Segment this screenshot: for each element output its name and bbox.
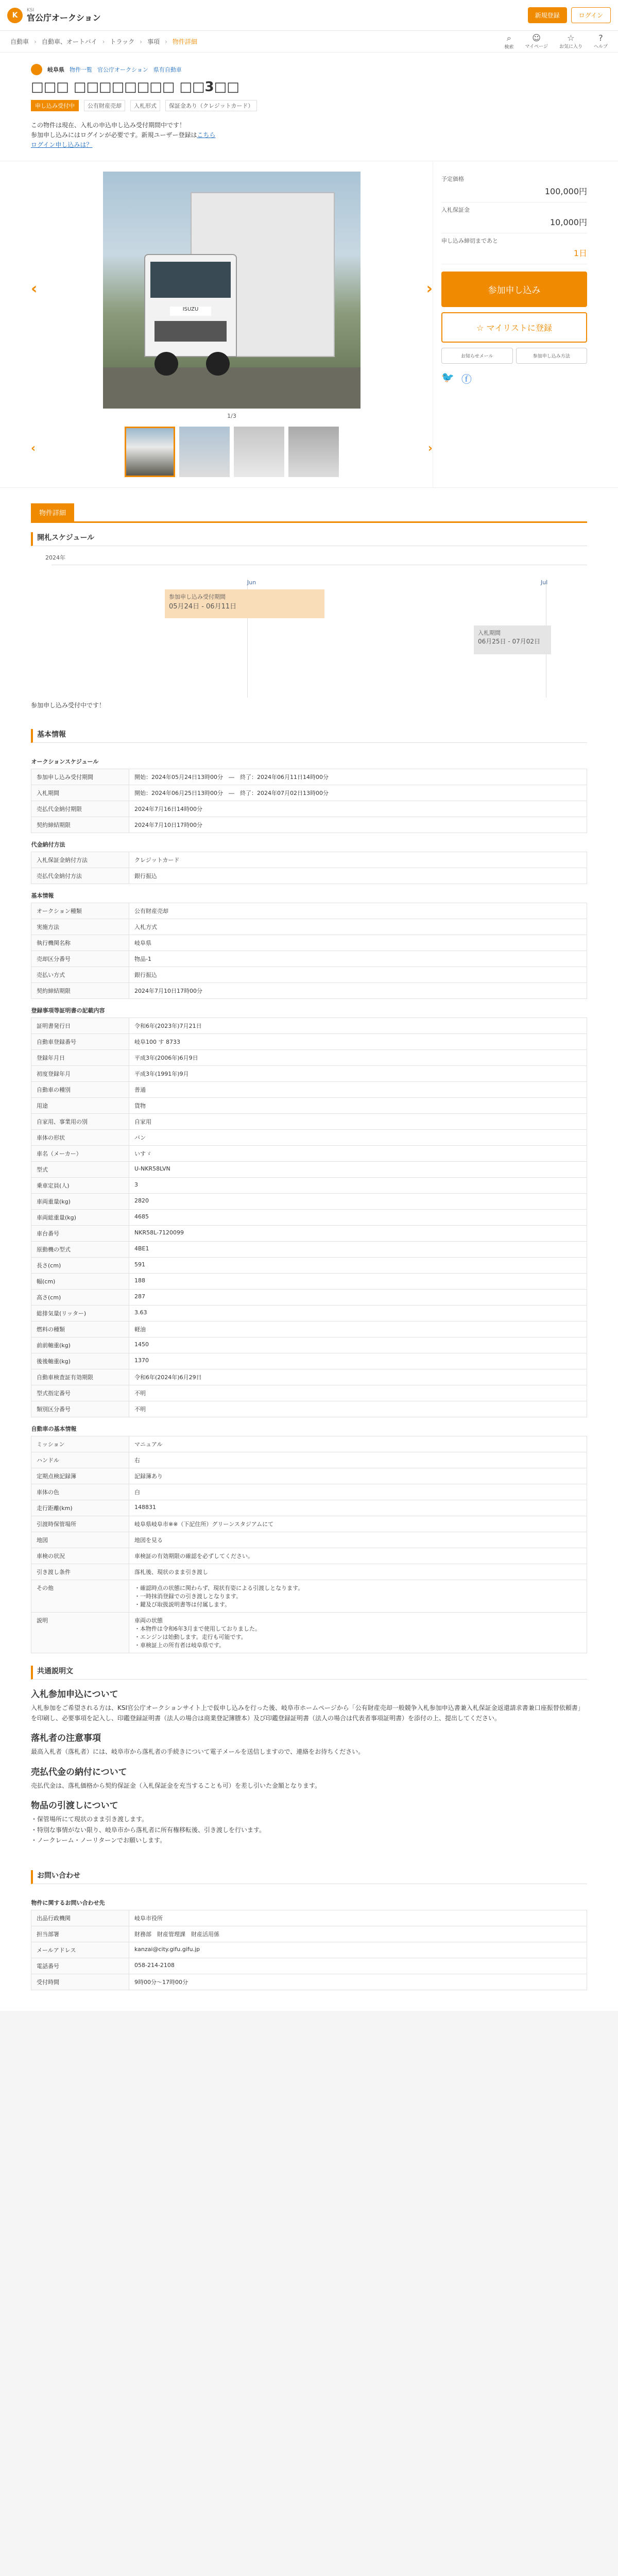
row-label: 執行機関名称: [31, 935, 129, 951]
row-label: 証明書発行日: [31, 1018, 129, 1033]
row-label: 幅(cm): [31, 1273, 129, 1289]
table-row: [31, 1161, 587, 1177]
table-row: [31, 1532, 587, 1548]
row-value: 軽油: [129, 1321, 587, 1337]
main-photo[interactable]: [103, 172, 360, 409]
table-row: [31, 1369, 587, 1385]
price-panel: 予定価格 100,000円 入札保証金 10,000円 申し込み締切まであと 1日 参加申し込み ☆ マイリストに登録 お知らせメール 参加申し込み方法 🐦 ⓕ: [433, 161, 587, 487]
common-heading: 落札者の注意事項: [31, 1733, 101, 1744]
table-group-heading: 基本情報: [31, 884, 587, 903]
row-label: 型式: [31, 1161, 129, 1177]
row-label: 受付時間: [31, 1974, 129, 1990]
row-value: U-NKR58LVN: [129, 1161, 587, 1177]
owner-logo-icon: [31, 64, 42, 75]
row-value: 普通: [129, 1081, 587, 1097]
row-value: 1370: [129, 1353, 587, 1369]
row-value: 岐阜県岐阜市※※（下記住所）グリーンスタジアムにて: [129, 1516, 587, 1532]
row-value: 不明: [129, 1401, 587, 1417]
logo-icon: K: [7, 8, 23, 23]
row-label: 自家用、事業用の別: [31, 1113, 129, 1129]
section-heading: 共通説明文: [31, 1666, 587, 1680]
table-row: [31, 852, 587, 868]
question-icon: ?: [598, 33, 603, 43]
table-row: [31, 817, 587, 833]
schedule-bar-bidding: 入札期間 06月25日 - 07月02日: [474, 625, 551, 654]
table-row: [31, 982, 587, 998]
row-value: 貨物: [129, 1097, 587, 1113]
row-label: 型式指定番号: [31, 1385, 129, 1401]
section-heading: 基本情報: [31, 729, 587, 743]
row-value: 平成3年(2006年)6月9日: [129, 1049, 587, 1065]
row-label: 実施方法: [31, 919, 129, 935]
table-row: [31, 1452, 587, 1468]
table-row: [31, 1516, 587, 1532]
table-row: [31, 1436, 587, 1452]
row-label: 売却区分番号: [31, 951, 129, 967]
row-label: 原動機の型式: [31, 1241, 129, 1257]
table-row: [31, 951, 587, 967]
table-row: [31, 1129, 587, 1145]
section-heading: お問い合わせ: [31, 1870, 587, 1884]
row-value: 平成3年(1991年)9月: [129, 1065, 587, 1081]
row-label: 定期点検記録簿: [31, 1468, 129, 1484]
row-value: 287: [129, 1289, 587, 1305]
brand-small: KSI: [27, 7, 35, 13]
row-value[interactable]: kanzai@city.gifu.gifu.jp: [129, 1942, 587, 1958]
row-label: ミッション: [31, 1436, 129, 1452]
notice: この物件は現在、入札の申込申し込み受付期間中です！ 参加申し込みにはログインが必要です。新規ユーザー登録はこちら ログイン申し込みは？: [31, 122, 216, 149]
table-row: [31, 1113, 587, 1129]
common-heading: 入札参加申込について: [31, 1689, 118, 1700]
row-value: 058-214-2108: [129, 1958, 587, 1974]
favorite-icon-button[interactable]: ☆ お気に入り: [559, 33, 582, 49]
row-value: NKR58L-7120099: [129, 1225, 587, 1241]
table-row: [31, 1193, 587, 1209]
schedule-note: 参加申し込み受付中です！: [31, 701, 106, 709]
table-row: [31, 967, 587, 982]
table-row: [31, 903, 587, 919]
mypage-icon-button[interactable]: ☺ マイページ: [525, 33, 548, 49]
row-label: 担当部署: [31, 1926, 129, 1942]
row-label: 入札保証金納付方法: [31, 852, 129, 868]
row-label: 自動車登録番号: [31, 1033, 129, 1049]
twitter-icon[interactable]: 🐦: [441, 370, 454, 383]
row-label: 車両総重量(kg): [31, 1209, 129, 1225]
sub-link[interactable]: 官公庁オークション: [97, 66, 148, 73]
basic-info-table: [31, 750, 587, 1653]
row-label: 高さ(cm): [31, 1289, 129, 1305]
row-value: ・確認時点の状態に関わらず、現状有姿による引渡しとなります。 ・一時抹消登録での引き渡しとなります。 ・鍵及び取扱説明書等は付属します。: [129, 1580, 587, 1612]
row-label: 燃料の種類: [31, 1321, 129, 1337]
section-heading: 開札スケジュール: [31, 532, 587, 546]
table-group-heading: 物件に関するお問い合わせ先: [31, 1891, 587, 1910]
row-value: 4BE1: [129, 1241, 587, 1257]
row-value: 4685: [129, 1209, 587, 1225]
days-left: 1日: [573, 248, 587, 258]
login-button[interactable]: ログイン: [571, 7, 611, 23]
new-register-button[interactable]: 新規登録: [528, 7, 567, 23]
help-icon-button[interactable]: ? ヘルプ: [593, 33, 608, 49]
row-label: 説明: [31, 1612, 129, 1653]
row-value: 591: [129, 1257, 587, 1273]
table-group-heading: 代金納付方法: [31, 833, 587, 852]
tag: 公有財産売却: [84, 100, 125, 111]
page-title: □□□ □□□□□□□□ □□3□□: [31, 79, 239, 95]
thumbnail[interactable]: [234, 427, 284, 477]
sub-link[interactable]: 物件一覧: [70, 66, 92, 73]
thumb-next-icon[interactable]: ›: [427, 442, 433, 455]
deposit: 10,000円: [550, 217, 587, 227]
row-label: 登録年月日: [31, 1049, 129, 1065]
row-value: 財務部 財産管理課 財産活用係: [129, 1926, 587, 1942]
thumb-prev-icon[interactable]: ‹: [31, 442, 36, 455]
apply-button[interactable]: 参加申し込み: [441, 272, 587, 307]
month-label: Jul: [541, 579, 548, 586]
mail-notify-button[interactable]: お知らせメール: [441, 348, 513, 364]
row-value: いすゞ: [129, 1145, 587, 1161]
contact-section: [0, 1858, 618, 2011]
table-row: [31, 919, 587, 935]
row-label: 自動車の種別: [31, 1081, 129, 1097]
row-value: 不明: [129, 1385, 587, 1401]
sub-link[interactable]: 県有自動車: [153, 66, 182, 73]
table-row: [31, 1484, 587, 1500]
table-row: [31, 1910, 587, 1926]
schedule-year: 2024年: [45, 554, 65, 561]
tag: 入札形式: [130, 100, 160, 111]
content: [0, 53, 618, 2011]
row-label: その他: [31, 1580, 129, 1612]
thumbnail[interactable]: [125, 427, 175, 477]
table-row: [31, 1401, 587, 1417]
star-icon: ☆: [567, 33, 575, 43]
row-value: 2820: [129, 1193, 587, 1209]
row-value: 3: [129, 1177, 587, 1193]
table-row: [31, 1564, 587, 1580]
row-value: 開始：2024年05月24日13時00分 ― 終了：2024年06月11日14時00分: [129, 769, 587, 785]
schedule-bar-application: 参加申し込み受付期間 05月24日 - 06月11日: [165, 589, 324, 618]
common-heading: 物品の引渡しについて: [31, 1801, 118, 1811]
mylist-button[interactable]: ☆ マイリストに登録: [441, 312, 587, 343]
login-help-link[interactable]: ログイン申し込みは？: [31, 141, 93, 149]
row-value: 車両の状態 ・本物件は令和6年3月まで使用しておりました。 ・エンジンは始動します。走行も可能です。 ・車検証上の所有者は岐阜県です。: [129, 1612, 587, 1653]
row-label: 車検の状況: [31, 1548, 129, 1564]
row-label: 引き渡し条件: [31, 1564, 129, 1580]
table-row: [31, 1257, 587, 1273]
table-row: [31, 1612, 587, 1653]
row-value: 銀行振込: [129, 967, 587, 982]
row-label: 長さ(cm): [31, 1257, 129, 1273]
table-row: [31, 1018, 587, 1033]
search-icon: ⌕: [506, 33, 511, 43]
row-label: 前前軸重(kg): [31, 1337, 129, 1353]
row-label: 契約締結期限: [31, 817, 129, 833]
row-label: 売払代金納付方法: [31, 868, 129, 884]
basic-info-section: [0, 720, 618, 743]
row-value: 令和6年(2023年)7月21日: [129, 1018, 587, 1033]
table-row: [31, 935, 587, 951]
breadcrumb: 自動車 › 自動車、オートバイ › トラック › 事項 › 物件詳細: [10, 38, 197, 45]
brand-main: 官公庁オークション: [27, 12, 101, 23]
table-row: [31, 1942, 587, 1958]
common-heading: 売払代金の納付について: [31, 1767, 127, 1777]
row-value: 銀行振込: [129, 868, 587, 884]
table-group-heading: 登録事項等証明書の記載内容: [31, 998, 587, 1018]
common-text: ・保管場所にて現状のまま引き渡します。 ・特別な事情がない限り、岐阜市から落札者に所有権移転後、引き渡しを行います。 ・ノークレーム・ノーリターンでお願いします。: [31, 1816, 266, 1844]
prev-arrow-icon[interactable]: ‹: [31, 279, 38, 298]
row-label: 類別区分番号: [31, 1401, 129, 1417]
breadcrumb-item[interactable]: 自動車、オートバイ: [41, 38, 97, 45]
row-value: 岐阜県: [129, 935, 587, 951]
breadcrumb-current: 物件詳細: [172, 38, 197, 45]
row-label: 売払い方式: [31, 967, 129, 982]
row-value: バン: [129, 1129, 587, 1145]
row-label: 初度登録年月: [31, 1065, 129, 1081]
breadcrumb-item[interactable]: 自動車: [10, 38, 29, 45]
row-label: 車体の色: [31, 1484, 129, 1500]
table-row: [31, 1225, 587, 1241]
row-label: 地図: [31, 1532, 129, 1548]
thumbnail[interactable]: [288, 427, 339, 477]
row-value: 2024年7月10日17時00分: [129, 817, 587, 833]
brand[interactable]: [7, 8, 101, 23]
row-value: 落札後、現状のまま引き渡し: [129, 1564, 587, 1580]
row-value: 白: [129, 1484, 587, 1500]
price: 100,000円: [544, 186, 587, 196]
table-group-heading: 自動車の基本情報: [31, 1417, 587, 1436]
table-row: [31, 1353, 587, 1369]
owner-name[interactable]: 岐阜県: [47, 66, 64, 73]
table-row: [31, 1337, 587, 1353]
register-link[interactable]: こちら: [197, 131, 216, 139]
row-label: 車台番号: [31, 1225, 129, 1241]
row-value: 148831: [129, 1500, 587, 1516]
table-row: [31, 1289, 587, 1305]
row-label: 売払代金納付期限: [31, 801, 129, 817]
table-row: [31, 1500, 587, 1516]
table-row: [31, 1926, 587, 1942]
table-row: [31, 868, 587, 884]
user-icon: ☺: [532, 33, 541, 43]
table-row: [31, 1468, 587, 1484]
row-value: 令和6年(2024年)6月29日: [129, 1369, 587, 1385]
facebook-icon[interactable]: ⓕ: [461, 372, 472, 385]
table-row: [31, 1033, 587, 1049]
row-value: 自家用: [129, 1113, 587, 1129]
common-section: [0, 1653, 618, 1858]
top-bar: [0, 0, 618, 31]
row-label: 入札期間: [31, 785, 129, 801]
table-row: [31, 1081, 587, 1097]
thumbnails: [31, 427, 433, 477]
gallery: [31, 161, 433, 487]
row-value: 岐阜市役所: [129, 1910, 587, 1926]
table-row: [31, 785, 587, 801]
row-value: 公有財産売却: [129, 903, 587, 919]
row-label: メールアドレス: [31, 1942, 129, 1958]
row-label: 契約締結期限: [31, 982, 129, 998]
row-value: 9時00分～17時00分: [129, 1974, 587, 1990]
category-bar: [0, 31, 618, 53]
table-row: [31, 1548, 587, 1564]
row-label: 車両重量(kg): [31, 1193, 129, 1209]
row-value: 地図を見る: [129, 1532, 587, 1548]
common-text: 入札参加をご希望される方は、KSI官公庁オークションサイト上で仮申し込みを行った後、岐阜市ホームページから「公有財産売却一般競争入札参加申込書兼入札保証金返還請求書兼口座振替依頼書」を印刷し、必要事項を記入し、印鑑登録証明書（法人の場合は商業登記簿謄本）及び印鑑登録証明書（法人の場合は代表者事項証明書）を添付の上、提出してください。: [31, 1704, 584, 1722]
table-row: [31, 1385, 587, 1401]
row-value: 車検証の有効期限の確認を必ずしてください。: [129, 1548, 587, 1564]
common-text: 最高入札者（落札者）には、岐阜市から落札者の手続きについて電子メールを送信しますので、連絡をお待ちください。: [31, 1748, 365, 1756]
row-label: 電話番号: [31, 1958, 129, 1974]
table-row: [31, 769, 587, 785]
row-label: 総排気量(リッター): [31, 1305, 129, 1321]
breadcrumb-item[interactable]: 事項: [147, 38, 160, 45]
row-label: 参加申し込み受付期間: [31, 769, 129, 785]
photo-counter: 1/3: [227, 412, 236, 419]
row-value: 1450: [129, 1337, 587, 1353]
table-row: [31, 1305, 587, 1321]
row-label: 走行距離(km): [31, 1500, 129, 1516]
row-label: 引渡時保管場所: [31, 1516, 129, 1532]
table-row: [31, 801, 587, 817]
table-row: [31, 1580, 587, 1612]
row-label: オークション種類: [31, 903, 129, 919]
row-value: 右: [129, 1452, 587, 1468]
row-value: 岐阜100 す 8733: [129, 1033, 587, 1049]
tab-detail[interactable]: 物件詳細: [31, 503, 74, 521]
status-badge: 申し込み受付中: [31, 100, 79, 111]
row-value: 188: [129, 1273, 587, 1289]
common-text: 売払代金は、落札価格から契約保証金（入札保証金を充当することも可）を差し引いた金額となります。: [31, 1782, 321, 1789]
breadcrumb-item[interactable]: トラック: [110, 38, 135, 45]
search-icon-button[interactable]: ⌕ 検索: [504, 33, 514, 50]
row-value: 3.63: [129, 1305, 587, 1321]
table-row: [31, 1177, 587, 1193]
photo-brand-label: ISUZU: [170, 307, 211, 316]
month-label: Jun: [247, 579, 256, 586]
table-row: [31, 1049, 587, 1065]
row-value: 物品-1: [129, 951, 587, 967]
table-row: [31, 1958, 587, 1974]
table-row: [31, 1065, 587, 1081]
row-value: マニュアル: [129, 1436, 587, 1452]
row-label: 車名（メーカー）: [31, 1145, 129, 1161]
table-row: [31, 1097, 587, 1113]
row-label: 自動車検査証有効期限: [31, 1369, 129, 1385]
table-row: [31, 1321, 587, 1337]
tag: 保証金あり（クレジットカード）: [165, 100, 257, 111]
row-label: 出品行政機関: [31, 1910, 129, 1926]
row-value: 記録簿あり: [129, 1468, 587, 1484]
row-value: クレジットカード: [129, 852, 587, 868]
apply-method-button[interactable]: 参加申し込み方法: [516, 348, 588, 364]
table-row: [31, 1974, 587, 1990]
row-value: 入札方式: [129, 919, 587, 935]
row-label: 乗車定員(人): [31, 1177, 129, 1193]
row-value: 2024年7月16日14時00分: [129, 801, 587, 817]
table-row: [31, 1145, 587, 1161]
row-value: 開始：2024年06月25日13時00分 ― 終了：2024年07月02日13時00分: [129, 785, 587, 801]
contact-table: [31, 1891, 587, 1990]
table-row: [31, 1273, 587, 1289]
table-row: [31, 1209, 587, 1225]
row-value: 2024年7月10日17時00分: [129, 982, 587, 998]
next-arrow-icon[interactable]: ›: [426, 279, 433, 298]
schedule-section: [0, 523, 618, 720]
table-group-heading: オークションスケジュール: [31, 750, 587, 769]
table-row: [31, 1241, 587, 1257]
row-label: 用途: [31, 1097, 129, 1113]
row-label: 後後軸重(kg): [31, 1353, 129, 1369]
row-label: ハンドル: [31, 1452, 129, 1468]
row-label: 車体の形状: [31, 1129, 129, 1145]
thumbnail[interactable]: [179, 427, 230, 477]
